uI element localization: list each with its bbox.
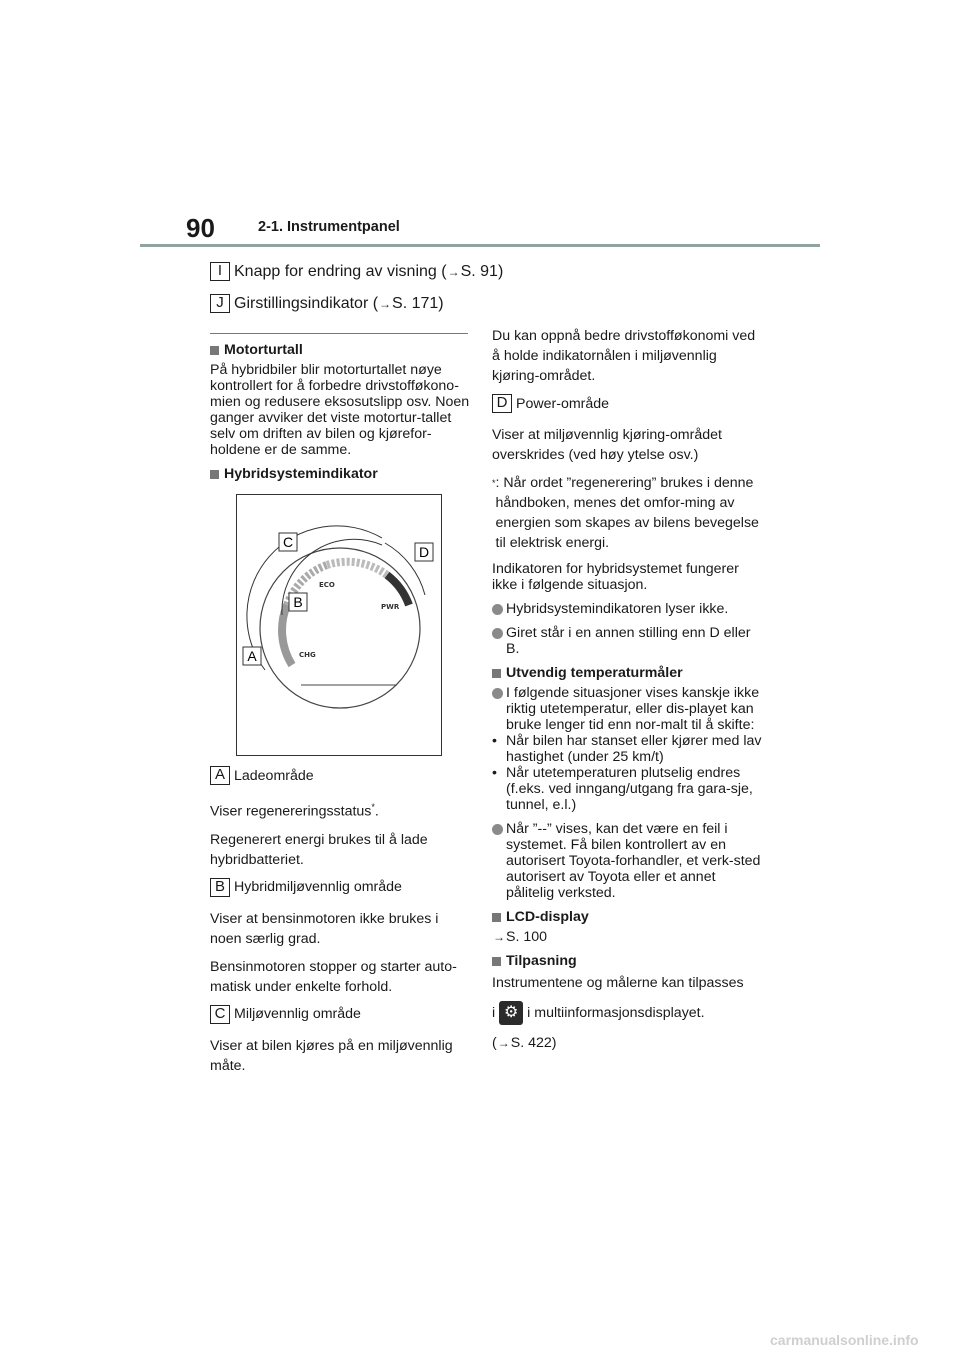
letter-box: A [210,766,230,785]
paragraph: Bensinmotoren stopper og starter auto-matisk under enkelte forhold. [210,958,457,995]
square-bullet-icon [492,913,501,922]
paragraph: Viser at bilen kjøres på en miljøvennlig måte. [210,1037,453,1074]
paragraph: Instrumentene og målerne kan tilpasses [492,975,744,991]
callout-letter: J [210,294,230,313]
paragraph: Viser at miljøvennlig kjøring-området overskrides (ved høy ytelse osv.) [492,427,722,463]
paragraph: Indikatoren for hybridsystemet fungerer ikke i følgende situasjon. [492,561,739,593]
bullet-item [492,601,762,617]
figure-label-c: C [282,534,294,550]
bullet-text: Når ”--” vises, kan det være en feil i systemet. Få bilen kontrollert av en autorisert Toyota-forhandler, et verk-sted autorisert av Toyota eller et annet pålitelig verksted. [506,821,761,901]
label-c-row [210,1005,470,1024]
paragraph: Regenerert energi brukes til å lade hybridbatteriet. [210,831,428,868]
text: i multiinformasjonsdisplayet. [527,1004,705,1021]
bullet-item [492,625,762,657]
callout-j [210,294,444,313]
bullet-icon [492,628,503,639]
paragraph: Viser regenereringsstatus*. [210,802,379,820]
heading-text: Motorturtall [224,342,303,358]
callout-text: Knapp for endring av visning ( [234,262,447,280]
square-bullet-icon [492,957,501,966]
label-text: Ladeområde [234,767,314,784]
letter-box: D [492,394,512,413]
page-ref-link[interactable]: S. 91) [460,262,504,280]
header-rule [140,244,820,247]
pwr-label: PWR [381,603,400,611]
callout-i [210,262,503,281]
sub-bullet-icon: • [492,733,497,749]
label-text: Miljøvennlig område [234,1006,361,1023]
gauge-diagram [237,495,443,757]
figure-label-b: B [293,594,303,610]
bullet-icon [492,688,503,699]
bullet-text: Giret står i en annen stilling enn D eller B. [506,625,751,657]
heading-text: Tilpasning [506,953,577,969]
arrow-icon: → [493,930,505,944]
bullet-text: Hybridsystemindikatoren lyser ikke. [506,601,729,617]
chg-label: CHG [299,651,316,659]
bullet-icon [492,604,503,615]
square-bullet-icon [210,346,219,355]
left-column [210,342,470,486]
hybrid-indicator-figure [236,494,442,756]
label-a-row [210,766,470,785]
sub-text: Når bilen har stanset eller kjører med lav hastighet (under 25 km/t) [506,733,762,765]
arrow-icon: → [497,1036,510,1050]
heading-text: Hybridsystemindikator [224,466,378,482]
paragraph: På hybridbiler blir motorturtallet nøye kontrollert for å forbedre drivstofføkono-mien og redusere eksosutslipp osv. Noen ganger avviker det viste motortur-tallet selv om driften av bilen og kjørefor-holdene er de samme. [210,362,470,458]
paragraph: Viser at bensinmotoren ikke brukes i noen særlig grad. [210,910,439,947]
page-ref-link[interactable]: S. 422) [510,1035,557,1051]
callout-letter: I [210,262,230,281]
left-column-lower [210,766,470,1084]
bullet-item [492,821,762,901]
right-column [492,326,762,1061]
paragraph: Du kan oppnå bedre drivstofføkonomi ved å holde indikatornålen i miljøvennlig kjøring-området. [492,328,756,384]
paragraph: (→S. 422) [492,1035,557,1051]
watermark: carmanualsonline.info [770,1332,919,1348]
label-b-row [210,878,470,897]
heading-lcd [492,909,762,925]
footnote-mark: * [371,802,375,812]
lcd-ref [492,929,762,945]
label-text: Power-område [516,395,610,412]
page-number: 90 [186,213,215,243]
heading-temperature [492,665,762,681]
page-ref-link[interactable]: S. 100 [506,929,548,945]
arrow-icon: → [379,296,392,311]
heading-hybridsystemindikator [210,466,470,482]
bullet-icon [492,824,503,835]
letter-box: C [210,1005,230,1024]
column-rule [210,333,468,334]
bullet-text: I følgende situasjoner vises kanskje ikke riktig utetemperatur, eller dis-playet kan bruke lenger tid enn nor-malt til å skifte: [506,685,760,733]
label-d-row [492,394,762,413]
text: Viser regenereringsstatus [210,803,372,820]
bullet-item [492,685,762,733]
callout-text: Girstillingsindikator ( [234,294,379,312]
square-bullet-icon [492,669,501,678]
eco-label: ECO [319,581,335,589]
heading-motorturtall [210,342,470,358]
figure-label-a: A [247,648,257,664]
sub-item [492,733,762,765]
footnote-mark: * [492,478,496,488]
heading-text: LCD-display [506,909,589,925]
sub-item [492,765,762,813]
sub-bullet-icon: • [492,765,497,781]
gear-icon: ⚙ [499,1001,523,1025]
paragraph [492,1001,762,1025]
letter-box: B [210,878,230,897]
heading-text: Utvendig temperaturmåler [506,665,683,681]
text: i [492,1004,496,1021]
footnote [492,473,762,553]
heading-tilpasning [492,953,762,969]
section-title: 2-1. Instrumentpanel [258,219,400,235]
page-ref-link[interactable]: S. 171) [392,294,444,312]
label-text: Hybridmiljøvennlig område [234,879,402,896]
footnote-text: : Når ordet ”regenerering” brukes i denne håndboken, menes det omfor-ming av energien som skapes av bilens bevegelse til elektrisk energi. [495,475,759,551]
sub-text: Når utetemperaturen plutselig endres (f.eks. ved inngang/utgang fra gara-sje, tunnel, e.l.) [506,765,753,813]
arrow-icon: → [447,264,460,279]
figure-label-d: D [418,544,430,560]
square-bullet-icon [210,470,219,479]
